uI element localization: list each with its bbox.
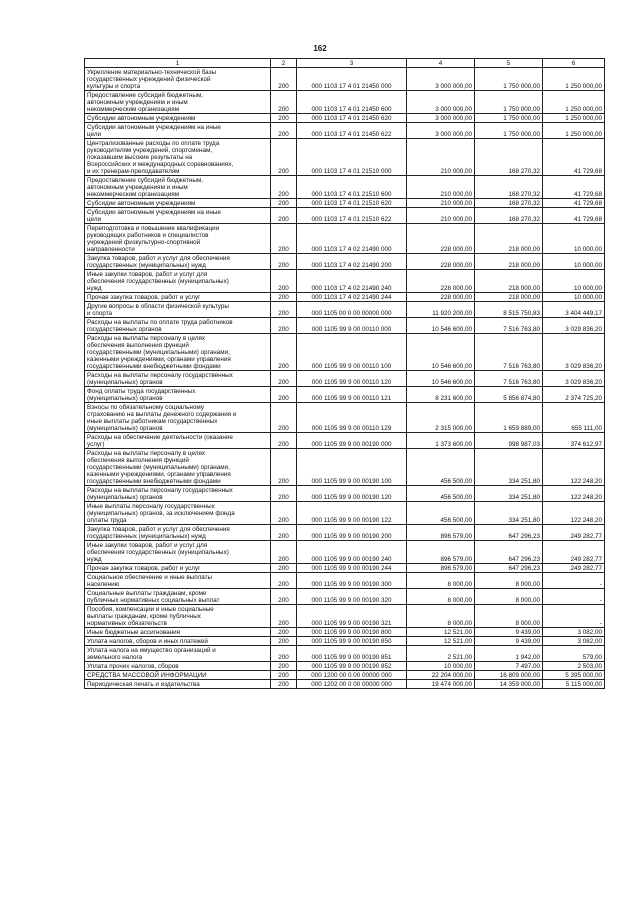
row-approved-cell: 3 000 000,00 bbox=[407, 123, 475, 139]
row-remainder-cell: 3 404 449,17 bbox=[543, 302, 605, 318]
row-ved-cell: 200 bbox=[271, 433, 297, 449]
row-approved-cell: 10 546 600,00 bbox=[407, 371, 475, 387]
row-ved-cell: 200 bbox=[271, 224, 297, 254]
row-remainder-cell: 5 115 000,00 bbox=[543, 680, 605, 689]
row-name-cell: Иные закупки товаров, работ и услуг для обеспечения государственных (муниципальных) нужд bbox=[85, 270, 271, 293]
row-executed-cell: 7 497,00 bbox=[475, 662, 543, 671]
row-name-cell: Иные бюджетные ассигнования bbox=[85, 628, 271, 637]
row-approved-cell: 2 315 000,00 bbox=[407, 403, 475, 433]
row-code-cell: 000 1105 99 9 00 00190 800 bbox=[297, 628, 407, 637]
row-approved-cell: 896 579,00 bbox=[407, 564, 475, 573]
row-executed-cell: 7 516 763,80 bbox=[475, 318, 543, 334]
row-ved-cell: 200 bbox=[271, 176, 297, 199]
row-executed-cell: 218 000,00 bbox=[475, 270, 543, 293]
row-remainder-cell: 41 729,68 bbox=[543, 176, 605, 199]
row-approved-cell: 10 000,00 bbox=[407, 662, 475, 671]
row-approved-cell: 3 000 000,00 bbox=[407, 68, 475, 91]
row-ved-cell: 200 bbox=[271, 637, 297, 646]
row-remainder-cell: 2 374 725,20 bbox=[543, 387, 605, 403]
row-executed-cell: 334 251,80 bbox=[475, 502, 543, 525]
row-code-cell: 000 1105 99 9 00 00190 120 bbox=[297, 486, 407, 502]
table-row bbox=[85, 254, 605, 270]
table-row bbox=[85, 564, 605, 573]
row-approved-cell: 210 000,00 bbox=[407, 199, 475, 208]
row-remainder-cell: 5 395 000,00 bbox=[543, 671, 605, 680]
row-code-cell: 000 1103 17 4 01 21510 620 bbox=[297, 199, 407, 208]
row-remainder-cell: 655 111,00 bbox=[543, 403, 605, 433]
row-name-cell: Субсидии автономным учреждениям на иные цели bbox=[85, 208, 271, 224]
row-ved-cell: 200 bbox=[271, 387, 297, 403]
table-row bbox=[85, 573, 605, 589]
row-code-cell: 000 1103 17 4 01 21450 620 bbox=[297, 114, 407, 123]
row-executed-cell: 647 296,23 bbox=[475, 541, 543, 564]
row-executed-cell: 5 856 874,80 bbox=[475, 387, 543, 403]
table-row bbox=[85, 646, 605, 662]
row-remainder-cell: 122 248,20 bbox=[543, 449, 605, 486]
row-code-cell: 000 1103 17 4 01 21510 622 bbox=[297, 208, 407, 224]
row-ved-cell: 200 bbox=[271, 91, 297, 114]
row-remainder-cell: 3 082,00 bbox=[543, 637, 605, 646]
budget-table bbox=[84, 58, 605, 689]
row-code-cell: 000 1103 17 4 02 21490 244 bbox=[297, 293, 407, 302]
row-code-cell: 000 1105 99 9 00 00190 851 bbox=[297, 646, 407, 662]
row-remainder-cell: 3 082,00 bbox=[543, 628, 605, 637]
row-code-cell: 000 1105 99 9 00 00190 000 bbox=[297, 433, 407, 449]
row-code-cell: 000 1105 99 9 00 00190 850 bbox=[297, 637, 407, 646]
table-row bbox=[85, 502, 605, 525]
row-remainder-cell: 249 282,77 bbox=[543, 541, 605, 564]
row-code-cell: 000 1105 99 9 00 00110 000 bbox=[297, 318, 407, 334]
row-remainder-cell: 41 729,68 bbox=[543, 199, 605, 208]
table-row bbox=[85, 605, 605, 628]
row-approved-cell: 8 000,00 bbox=[407, 589, 475, 605]
row-ved-cell: 200 bbox=[271, 671, 297, 680]
row-ved-cell: 200 bbox=[271, 114, 297, 123]
column-header: 4 bbox=[407, 59, 475, 68]
row-ved-cell: 200 bbox=[271, 525, 297, 541]
table-row bbox=[85, 371, 605, 387]
table-row bbox=[85, 541, 605, 564]
row-remainder-cell: 10 000,00 bbox=[543, 254, 605, 270]
row-approved-cell: 3 000 000,00 bbox=[407, 91, 475, 114]
row-approved-cell: 456 500,00 bbox=[407, 502, 475, 525]
row-ved-cell: 200 bbox=[271, 573, 297, 589]
row-name-cell: Централизованные расходы по оплате труда руководителям учреждений, спортсменам, показавшим высокие результаты на Всероссийских и международных соревнованиях, и их тренерам-преподавателям bbox=[85, 139, 271, 176]
header-row bbox=[85, 59, 605, 68]
table-row bbox=[85, 525, 605, 541]
row-ved-cell: 200 bbox=[271, 139, 297, 176]
table-row bbox=[85, 224, 605, 254]
row-executed-cell: 1 942,00 bbox=[475, 646, 543, 662]
row-approved-cell: 22 204 000,00 bbox=[407, 671, 475, 680]
row-ved-cell: 200 bbox=[271, 680, 297, 689]
row-approved-cell: 210 000,00 bbox=[407, 208, 475, 224]
row-ved-cell: 200 bbox=[271, 502, 297, 525]
row-ved-cell: 200 bbox=[271, 293, 297, 302]
table-row bbox=[85, 91, 605, 114]
row-executed-cell: 168 270,32 bbox=[475, 199, 543, 208]
row-remainder-cell: 10 000,00 bbox=[543, 293, 605, 302]
row-approved-cell: 19 474 000,00 bbox=[407, 680, 475, 689]
table-row bbox=[85, 123, 605, 139]
column-header: 2 bbox=[271, 59, 297, 68]
row-remainder-cell: 10 000,00 bbox=[543, 224, 605, 254]
row-executed-cell: 334 251,80 bbox=[475, 486, 543, 502]
row-code-cell: 000 1103 17 4 01 21450 600 bbox=[297, 91, 407, 114]
row-ved-cell: 200 bbox=[271, 605, 297, 628]
row-remainder-cell: 374 612,97 bbox=[543, 433, 605, 449]
table-row bbox=[85, 662, 605, 671]
row-ved-cell: 200 bbox=[271, 541, 297, 564]
row-code-cell: 000 1105 99 9 00 00190 244 bbox=[297, 564, 407, 573]
row-code-cell: 000 1103 17 4 01 21450 622 bbox=[297, 123, 407, 139]
row-ved-cell: 200 bbox=[271, 123, 297, 139]
row-remainder-cell: 10 000,00 bbox=[543, 270, 605, 293]
row-code-cell: 000 1105 99 9 00 00110 120 bbox=[297, 371, 407, 387]
row-remainder-cell: 1 250 000,00 bbox=[543, 123, 605, 139]
row-code-cell: 000 1103 17 4 02 21490 200 bbox=[297, 254, 407, 270]
row-name-cell: Предоставление субсидий бюджетным, автономным учреждениям и иным некоммерческим организациям bbox=[85, 91, 271, 114]
row-name-cell: Субсидии автономным учреждениям bbox=[85, 199, 271, 208]
row-executed-cell: 16 809 000,00 bbox=[475, 671, 543, 680]
row-code-cell: 000 1105 99 9 00 00190 321 bbox=[297, 605, 407, 628]
row-approved-cell: 456 500,00 bbox=[407, 486, 475, 502]
row-name-cell: Расходы на выплаты персоналу в целях обеспечения выполнения функций государственными (муниципальными) органами, казенными учреждениями, органами управления государственными внебюджетными фондами bbox=[85, 449, 271, 486]
row-executed-cell: 998 987,03 bbox=[475, 433, 543, 449]
table-row bbox=[85, 334, 605, 371]
row-name-cell: Социальные выплаты гражданам, кроме публичных нормативных социальных выплат bbox=[85, 589, 271, 605]
table-row bbox=[85, 449, 605, 486]
table-row bbox=[85, 433, 605, 449]
table-row bbox=[85, 199, 605, 208]
row-approved-cell: 228 000,00 bbox=[407, 270, 475, 293]
row-name-cell: Расходы на выплаты персоналу государственных (муниципальных) органов bbox=[85, 371, 271, 387]
row-ved-cell: 200 bbox=[271, 318, 297, 334]
row-code-cell: 000 1105 99 9 00 00110 129 bbox=[297, 403, 407, 433]
column-header: 5 bbox=[475, 59, 543, 68]
row-ved-cell: 200 bbox=[271, 449, 297, 486]
row-name-cell: Уплата налогов, сборов и иных платежей bbox=[85, 637, 271, 646]
row-executed-cell: 1 750 000,00 bbox=[475, 91, 543, 114]
row-executed-cell: 218 000,00 bbox=[475, 293, 543, 302]
table-row bbox=[85, 680, 605, 689]
row-ved-cell: 200 bbox=[271, 199, 297, 208]
row-approved-cell: 896 579,00 bbox=[407, 525, 475, 541]
page-number: 162 bbox=[313, 44, 327, 53]
row-remainder-cell: - bbox=[543, 589, 605, 605]
row-approved-cell: 228 000,00 bbox=[407, 224, 475, 254]
row-executed-cell: 1 659 889,00 bbox=[475, 403, 543, 433]
row-code-cell: 000 1105 00 0 00 00000 000 bbox=[297, 302, 407, 318]
row-remainder-cell: 122 248,20 bbox=[543, 502, 605, 525]
row-approved-cell: 10 546 600,00 bbox=[407, 334, 475, 371]
row-approved-cell: 228 000,00 bbox=[407, 254, 475, 270]
table-row bbox=[85, 637, 605, 646]
row-name-cell: Уплата прочих налогов, сборов bbox=[85, 662, 271, 671]
row-name-cell: Укрепление материально-технической базы государственных учреждений физической культуры и спорта bbox=[85, 68, 271, 91]
row-executed-cell: 1 750 000,00 bbox=[475, 114, 543, 123]
row-name-cell: Иные выплаты персоналу государственных (муниципальных) органов, за исключением фонда оплаты труда bbox=[85, 502, 271, 525]
row-code-cell: 000 1105 99 9 00 00190 852 bbox=[297, 662, 407, 671]
row-approved-cell: 1 373 600,00 bbox=[407, 433, 475, 449]
row-approved-cell: 2 521,00 bbox=[407, 646, 475, 662]
row-name-cell: Взносы по обязательному социальному страхованию на выплаты денежного содержания и иные выплаты работникам государственных (муниципальных) органов bbox=[85, 403, 271, 433]
row-remainder-cell: 3 029 836,20 bbox=[543, 318, 605, 334]
row-name-cell: Расходы на выплаты персоналу в целях обеспечения выполнения функций государственными (муниципальными) органами, казенными учреждениями, органами управления государственными внебюджетными фондами bbox=[85, 334, 271, 371]
table-row bbox=[85, 671, 605, 680]
table-row bbox=[85, 589, 605, 605]
row-name-cell: Расходы на выплаты персоналу государственных (муниципальных) органов bbox=[85, 486, 271, 502]
row-code-cell: 000 1105 99 9 00 00190 300 bbox=[297, 573, 407, 589]
row-approved-cell: 12 521,00 bbox=[407, 637, 475, 646]
row-ved-cell: 200 bbox=[271, 208, 297, 224]
row-executed-cell: 9 439,00 bbox=[475, 637, 543, 646]
row-remainder-cell: 41 729,68 bbox=[543, 208, 605, 224]
row-code-cell: 000 1105 99 9 00 00190 200 bbox=[297, 525, 407, 541]
row-name-cell: Социальное обеспечение и иные выплаты населению bbox=[85, 573, 271, 589]
row-executed-cell: 8 000,00 bbox=[475, 589, 543, 605]
row-executed-cell: 7 516 763,80 bbox=[475, 334, 543, 371]
row-remainder-cell: 249 282,77 bbox=[543, 525, 605, 541]
row-executed-cell: 7 516 763,80 bbox=[475, 371, 543, 387]
row-ved-cell: 200 bbox=[271, 564, 297, 573]
row-code-cell: 000 1103 17 4 01 21510 000 bbox=[297, 139, 407, 176]
row-executed-cell: 8 515 750,83 bbox=[475, 302, 543, 318]
row-name-cell: Другие вопросы в области физической культуры и спорта bbox=[85, 302, 271, 318]
row-executed-cell: 218 000,00 bbox=[475, 224, 543, 254]
row-name-cell: Прочая закупка товаров, работ и услуг bbox=[85, 564, 271, 573]
column-header: 1 bbox=[85, 59, 271, 68]
row-ved-cell: 200 bbox=[271, 371, 297, 387]
row-executed-cell: 168 270,32 bbox=[475, 208, 543, 224]
row-code-cell: 000 1105 99 9 00 00190 100 bbox=[297, 449, 407, 486]
row-name-cell: Переподготовка и повышение квалификации руководящих работников и специалистов учреждений физкультурно-спортивной направленности bbox=[85, 224, 271, 254]
row-name-cell: Уплата налога на имущество организаций и земельного налога bbox=[85, 646, 271, 662]
row-name-cell: Субсидии автономным учреждениям на иные цели bbox=[85, 123, 271, 139]
row-approved-cell: 456 500,00 bbox=[407, 449, 475, 486]
row-code-cell: 000 1105 99 9 00 00190 320 bbox=[297, 589, 407, 605]
row-approved-cell: 228 000,00 bbox=[407, 293, 475, 302]
table-row bbox=[85, 486, 605, 502]
row-remainder-cell: 2 503,00 bbox=[543, 662, 605, 671]
row-remainder-cell: 1 250 000,00 bbox=[543, 114, 605, 123]
row-code-cell: 000 1103 17 4 02 21490 240 bbox=[297, 270, 407, 293]
row-code-cell: 000 1200 00 0 00 00000 000 bbox=[297, 671, 407, 680]
row-ved-cell: 200 bbox=[271, 486, 297, 502]
row-approved-cell: 896 579,00 bbox=[407, 541, 475, 564]
column-header: 3 bbox=[297, 59, 407, 68]
row-remainder-cell: 122 248,20 bbox=[543, 486, 605, 502]
table-row bbox=[85, 68, 605, 91]
table-row bbox=[85, 293, 605, 302]
row-ved-cell: 200 bbox=[271, 270, 297, 293]
row-code-cell: 000 1202 00 0 00 00000 000 bbox=[297, 680, 407, 689]
row-code-cell: 000 1105 99 9 00 00190 122 bbox=[297, 502, 407, 525]
row-name-cell: Расходы на обеспечение деятельности (оказание услуг) bbox=[85, 433, 271, 449]
row-approved-cell: 8 000,00 bbox=[407, 605, 475, 628]
row-name-cell: Закупка товаров, работ и услуг для обеспечения государственных (муниципальных) нужд bbox=[85, 254, 271, 270]
row-code-cell: 000 1105 99 9 00 00190 240 bbox=[297, 541, 407, 564]
row-executed-cell: 647 296,23 bbox=[475, 564, 543, 573]
row-approved-cell: 11 920 200,00 bbox=[407, 302, 475, 318]
row-ved-cell: 200 bbox=[271, 254, 297, 270]
table-row bbox=[85, 176, 605, 199]
row-name-cell: Предоставление субсидий бюджетным, автономным учреждениям и иным некоммерческим организациям bbox=[85, 176, 271, 199]
row-executed-cell: 334 251,80 bbox=[475, 449, 543, 486]
row-executed-cell: 168 270,32 bbox=[475, 139, 543, 176]
row-approved-cell: 10 546 600,00 bbox=[407, 318, 475, 334]
row-approved-cell: 210 000,00 bbox=[407, 139, 475, 176]
row-executed-cell: 1 750 000,00 bbox=[475, 68, 543, 91]
row-name-cell: СРЕДСТВА МАССОВОЙ ИНФОРМАЦИИ bbox=[85, 671, 271, 680]
table-row bbox=[85, 302, 605, 318]
row-code-cell: 000 1105 99 9 00 00110 100 bbox=[297, 334, 407, 371]
table-row bbox=[85, 403, 605, 433]
row-code-cell: 000 1103 17 4 01 21450 000 bbox=[297, 68, 407, 91]
table-row bbox=[85, 318, 605, 334]
row-approved-cell: 8 231 600,00 bbox=[407, 387, 475, 403]
table-row bbox=[85, 628, 605, 637]
row-ved-cell: 200 bbox=[271, 334, 297, 371]
row-ved-cell: 200 bbox=[271, 662, 297, 671]
table-row bbox=[85, 208, 605, 224]
row-ved-cell: 200 bbox=[271, 403, 297, 433]
row-executed-cell: 168 270,32 bbox=[475, 176, 543, 199]
row-remainder-cell: 3 029 836,20 bbox=[543, 334, 605, 371]
row-name-cell: Закупка товаров, работ и услуг для обеспечения государственных (муниципальных) нужд bbox=[85, 525, 271, 541]
row-executed-cell: 218 000,00 bbox=[475, 254, 543, 270]
column-header: 6 bbox=[543, 59, 605, 68]
row-remainder-cell: 41 729,68 bbox=[543, 139, 605, 176]
table-row bbox=[85, 270, 605, 293]
row-code-cell: 000 1103 17 4 02 21490 000 bbox=[297, 224, 407, 254]
row-remainder-cell: 3 029 836,20 bbox=[543, 371, 605, 387]
row-ved-cell: 200 bbox=[271, 589, 297, 605]
row-approved-cell: 210 000,00 bbox=[407, 176, 475, 199]
row-ved-cell: 200 bbox=[271, 628, 297, 637]
row-name-cell: Иные закупки товаров, работ и услуг для обеспечения государственных (муниципальных) нужд bbox=[85, 541, 271, 564]
row-remainder-cell: - bbox=[543, 605, 605, 628]
row-approved-cell: 12 521,00 bbox=[407, 628, 475, 637]
row-name-cell: Расходы на выплаты по оплате труда работников государственных органов bbox=[85, 318, 271, 334]
row-approved-cell: 8 000,00 bbox=[407, 573, 475, 589]
row-code-cell: 000 1105 99 9 00 00110 121 bbox=[297, 387, 407, 403]
row-ved-cell: 200 bbox=[271, 302, 297, 318]
row-executed-cell: 8 000,00 bbox=[475, 605, 543, 628]
row-remainder-cell: - bbox=[543, 573, 605, 589]
table-row bbox=[85, 139, 605, 176]
row-name-cell: Прочая закупка товаров, работ и услуг bbox=[85, 293, 271, 302]
row-remainder-cell: 249 282,77 bbox=[543, 564, 605, 573]
row-name-cell: Пособия, компенсации и иные социальные выплаты гражданам, кроме публичных нормативных обязательств bbox=[85, 605, 271, 628]
table-row bbox=[85, 114, 605, 123]
row-executed-cell: 9 439,00 bbox=[475, 628, 543, 637]
row-remainder-cell: 1 250 000,00 bbox=[543, 91, 605, 114]
row-name-cell: Субсидии автономным учреждениям bbox=[85, 114, 271, 123]
row-name-cell: Фонд оплаты труда государственных (муниципальных) органов bbox=[85, 387, 271, 403]
row-remainder-cell: 1 250 000,00 bbox=[543, 68, 605, 91]
row-name-cell: Периодическая печать и издательства bbox=[85, 680, 271, 689]
row-approved-cell: 3 000 000,00 bbox=[407, 114, 475, 123]
row-remainder-cell: 579,00 bbox=[543, 646, 605, 662]
row-ved-cell: 200 bbox=[271, 68, 297, 91]
row-executed-cell: 1 750 000,00 bbox=[475, 123, 543, 139]
table-row bbox=[85, 387, 605, 403]
row-executed-cell: 8 000,00 bbox=[475, 573, 543, 589]
row-executed-cell: 14 359 000,00 bbox=[475, 680, 543, 689]
row-ved-cell: 200 bbox=[271, 646, 297, 662]
row-code-cell: 000 1103 17 4 01 21510 600 bbox=[297, 176, 407, 199]
row-executed-cell: 647 296,23 bbox=[475, 525, 543, 541]
